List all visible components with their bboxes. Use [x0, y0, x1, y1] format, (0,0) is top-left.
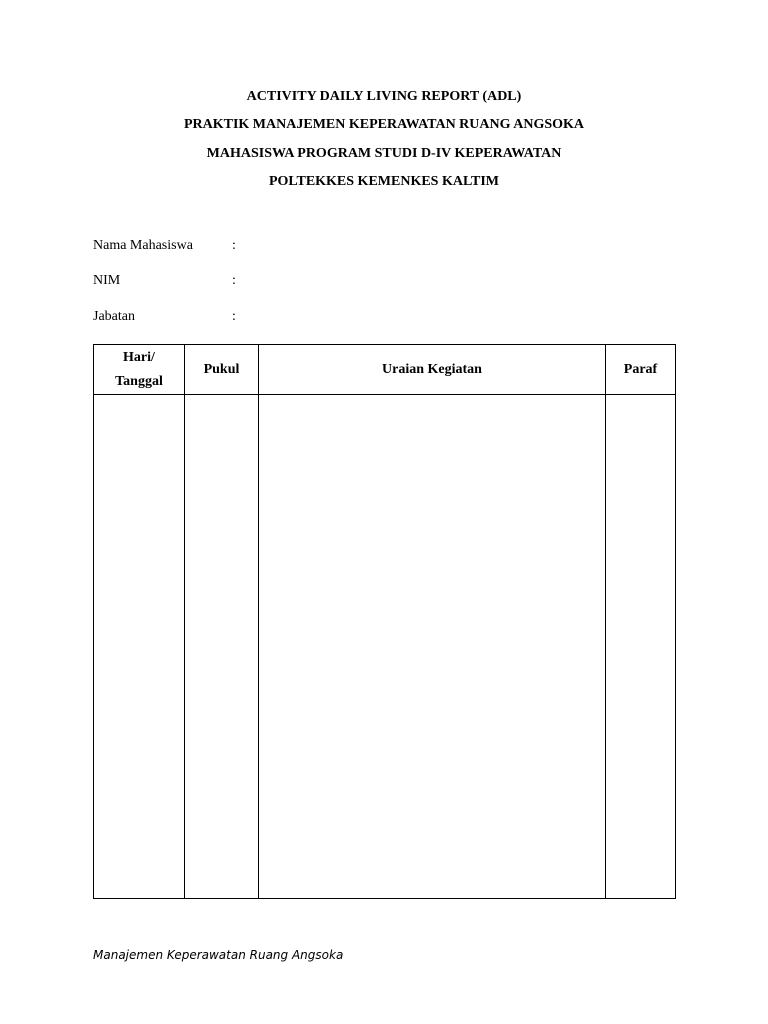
report-subtitle-practice: PRAKTIK MANAJEMEN KEPERAWATAN RUANG ANGSOKA: [183, 117, 585, 132]
field-colon: :: [232, 273, 236, 288]
cell-uraian-kegiatan[interactable]: [259, 395, 606, 899]
field-label-jabatan: Jabatan: [93, 309, 135, 324]
header-hari-tanggal: [94, 345, 185, 395]
header-hari-label: Hari/: [123, 349, 155, 365]
report-subtitle-institution: POLTEKKES KEMENKES KALTIM: [268, 174, 500, 189]
table-row: [94, 395, 676, 899]
activity-table: [93, 344, 676, 899]
field-colon: :: [232, 238, 236, 253]
header-uraian-kegiatan: Uraian Kegiatan: [259, 345, 606, 395]
field-colon: :: [232, 309, 236, 324]
field-label-nim: NIM: [93, 273, 121, 288]
cell-paraf[interactable]: [606, 395, 676, 899]
report-title: ACTIVITY DAILY LIVING REPORT (ADL): [246, 89, 522, 104]
page-footer: Manajemen Keperawatan Ruang Angsoka: [93, 948, 344, 962]
header-tanggal-label: Tanggal: [115, 373, 163, 389]
header-paraf: Paraf: [606, 345, 676, 395]
cell-pukul[interactable]: [185, 395, 259, 899]
table-header-row: [94, 345, 676, 395]
field-label-nama-mahasiswa: Nama Mahasiswa: [93, 238, 193, 253]
header-pukul: Pukul: [185, 345, 259, 395]
report-subtitle-program: MAHASISWA PROGRAM STUDI D-IV KEPERAWATAN: [206, 146, 562, 161]
cell-hari-tanggal[interactable]: [94, 395, 185, 899]
